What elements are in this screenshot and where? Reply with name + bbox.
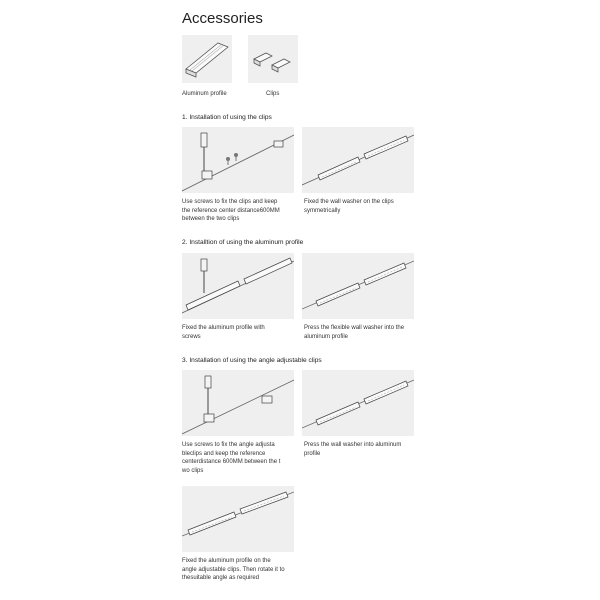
section1-right-image	[302, 127, 414, 193]
section3-left-caption: Use screws to fix the angle adjusta bleclips and keep the reference centerdistance 600MM between the t wo clips	[182, 442, 281, 474]
clips-image	[248, 35, 298, 83]
section1-right-caption: Fixed the wall washer on the clips symmetrically	[304, 199, 394, 214]
clips-label: Clips	[266, 91, 280, 97]
section3-bottom-image	[182, 486, 294, 552]
aluminum-profile-label: Aluminum profile	[182, 91, 227, 97]
section3-heading: 3. Installation of using the angle adjustable clips	[182, 357, 322, 364]
section1-left-image	[182, 127, 294, 193]
section1-heading: 1. Installation of using the clips	[182, 114, 272, 121]
section2-left-caption: Fixed the aluminum profile with screws	[182, 325, 265, 340]
section2-right-image	[302, 253, 414, 319]
page-title: Accessories	[182, 10, 263, 27]
section2-left-image	[182, 253, 294, 319]
section3-left-image	[182, 370, 294, 436]
section3-right-image	[302, 370, 414, 436]
aluminum-profile-image	[182, 35, 232, 83]
section3-right-caption: Press the wall washer into aluminum profile	[304, 442, 402, 457]
section2-right-caption: Press the flexible wall washer into the aluminum profile	[304, 325, 405, 340]
section3-bottom-caption: Fixed the aluminum profile on the angle adjustable clips. Then rotate it to thesuitable angle as required	[182, 558, 285, 581]
section1-left-caption: Use screws to fix the clips and keep the reference center distance600MM between the two clips	[182, 199, 280, 222]
section2-heading: 2. Installtion of using the aluminum profile	[182, 239, 304, 246]
